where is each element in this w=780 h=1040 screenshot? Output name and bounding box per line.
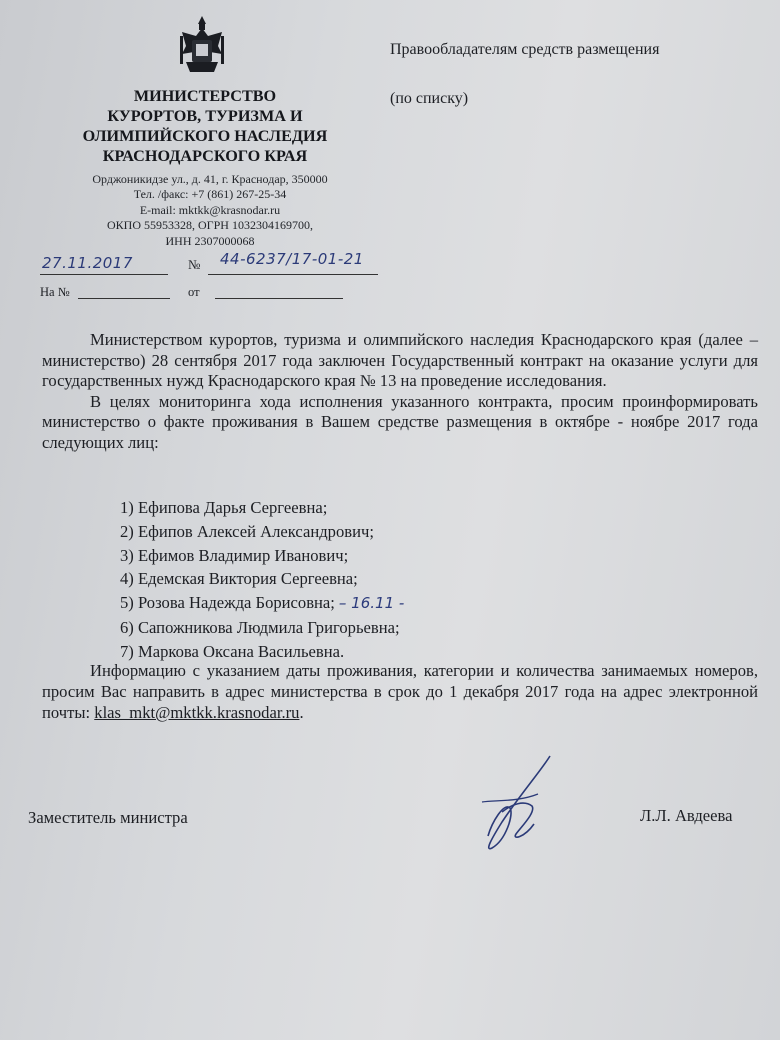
ministry-name-line: КУРОРТОВ, ТУРИЗМА И — [107, 107, 303, 125]
signatory-role: Заместитель министра — [28, 808, 188, 827]
letter-closing — [42, 660, 758, 723]
list-item: 3) Ефимов Владимир Иванович; — [120, 545, 349, 565]
persons-list — [120, 496, 404, 664]
paragraph-request: В целях мониторинга хода исполнения указанного контракта, просим проинформировать министерство о факте проживания в Вашем средстве размещения в октябре - ноябре 2017 года следующих лиц: — [42, 391, 758, 452]
letter-body — [42, 330, 758, 454]
paragraph-instructions: Информацию с указанием даты проживания, категории и количества занимаемых номеров, просим Вас направить в адрес министерства в срок до 1 декабря 2017 года на адрес электронной почты: klas_mkt@mktkk.krasnodar.ru. — [42, 661, 758, 722]
list-item: 2) Ефипов Алексей Александрович; — [120, 521, 374, 541]
paragraph-contract: Министерством курортов, туризма и олимпийского наследия Краснодарского края (далее – министерство) 28 сентября 2017 года заключен Государственный контракт на оказание услуги для государственных нужд Краснодарского края № 13 на проведение исследования. — [42, 330, 758, 391]
ministry-contacts — [40, 172, 380, 249]
addressee: Правообладателям средств размещения — [390, 41, 660, 58]
list-item: 5) Розова Надежда Борисовна; – 16.11 - — [120, 593, 405, 613]
registration-date-underline — [40, 274, 168, 275]
ministry-name-line: МИНИСТЕРСТВО — [133, 87, 277, 105]
contact-okpo-ogrn: ОКПО 55953328, ОГРН 1032304169700, — [107, 218, 313, 233]
contact-email: E-mail: mktkk@krasnodar.ru — [139, 202, 281, 217]
list-item: 7) Маркова Оксана Васильевна. — [120, 641, 345, 661]
list-item: 6) Сапожникова Людмила Григорьевна; — [120, 617, 400, 637]
ministry-name — [40, 86, 370, 166]
reference-date-label: от — [188, 285, 200, 299]
reference-number-line — [78, 298, 170, 299]
reference-number-label: На № — [40, 285, 70, 299]
handwritten-annotation: – 16.11 - — [338, 594, 405, 613]
list-item: 4) Едемская Виктория Сергеевна; — [120, 569, 358, 589]
list-item: 1) Ефипова Дарья Сергеевна; — [120, 498, 328, 517]
reference-date-line — [215, 298, 343, 299]
handwritten-signature — [462, 752, 572, 860]
contact-address: Орджоникидзе ул., д. 41, г. Краснодар, 350000 — [92, 172, 328, 186]
registration-number-underline — [208, 274, 378, 275]
krasnodar-coat-of-arms-icon — [176, 14, 228, 78]
contact-inn: ИНН 2307000068 — [165, 233, 255, 248]
signatory-name: Л.Л. Авдеева — [640, 806, 733, 825]
contact-phone: Тел. /факс: +7 (861) 267-25-34 — [133, 187, 287, 202]
ministry-name-line: ОЛИМПИЙСКОГО НАСЛЕДИЯ — [82, 127, 328, 145]
registration-number-label: № — [188, 257, 201, 272]
registration-number: 44-6237/17-01-21 — [220, 250, 364, 268]
contact-email-link[interactable]: klas_mkt@mktkk.krasnodar.ru — [94, 703, 300, 722]
ministry-name-line: КРАСНОДАРСКОГО КРАЯ — [102, 147, 308, 165]
addressee-note: (по списку) — [390, 90, 469, 107]
registration-date: 27.11.2017 — [42, 254, 133, 272]
